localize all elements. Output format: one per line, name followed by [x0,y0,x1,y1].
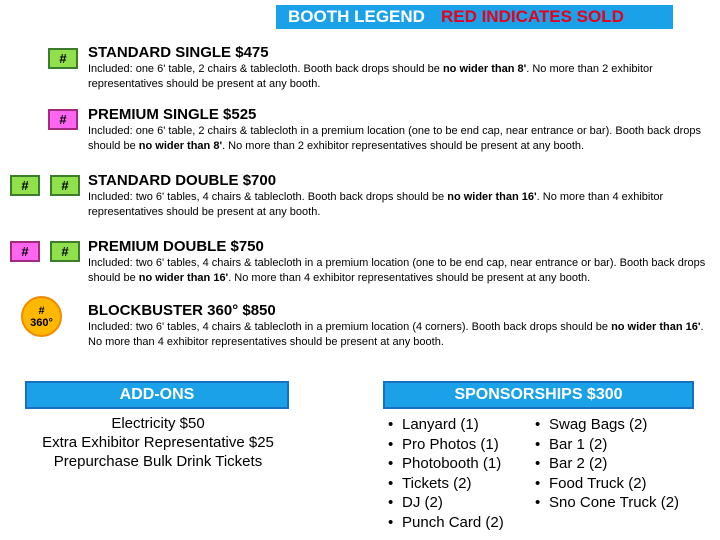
addon-item: Prepurchase Bulk Drink Tickets [53,453,263,470]
booth-premium-single [88,106,710,154]
premium-double-badge-green: # [50,241,80,262]
booth-title: PREMIUM DOUBLE $750 [88,238,264,255]
addon-item: Electricity $50 [111,415,205,432]
addon-item: Extra Exhibitor Representative $25 [42,434,274,451]
blockbuster-badge [21,296,62,337]
standard-double-badge-right: # [50,175,80,196]
booth-title: STANDARD DOUBLE $700 [88,172,277,189]
standard-single-badge: # [48,48,78,69]
sponsorship-item: • Swag Bags (2) [535,415,679,435]
standard-double-badge-left: # [10,175,40,196]
sponsorship-item: • Sno Cone Truck (2) [535,493,679,513]
booth-premium-double [88,238,710,286]
sponsorship-item: • DJ (2) [388,493,504,513]
sponsorship-item: • Bar 1 (2) [535,435,679,455]
addons-list [0,414,316,471]
sponsorships-list-right [535,415,679,513]
sponsorship-item: • Photobooth (1) [388,454,504,474]
sponsorships-header: SPONSORSHIPS $300 [383,381,694,409]
sponsorship-item: • Food Truck (2) [535,474,679,494]
booth-blockbuster [88,302,710,350]
sponsorship-item: • Bar 2 (2) [535,454,679,474]
sponsorship-item: • Tickets (2) [388,474,504,494]
blockbuster-badge-hash: # [38,304,45,317]
booth-description: Included: one 6' table, 2 chairs & tablecloth in a premium location (one to be end cap, near entrance or bar). Booth back drops should be no wider than 8'. No more than 2 exhibitor representatives should be present at any booth. [88,125,701,152]
booth-description: Included: two 6' tables, 4 chairs & tablecloth. Booth back drops should be no wider than 16'. No more than 4 exhibitor representatives should be present at any booth. [88,191,664,218]
booth-description: Included: two 6' tables, 4 chairs & tablecloth in a premium location (one to be end cap, near entrance or bar). Booth back drops should be no wider than 16'. No more than 4 exhibitor representatives should be present at any booth. [88,257,706,284]
booth-description: Included: two 6' tables, 4 chairs & tablecloth in a premium location (4 corners). Booth back drops should be no wider than 16'. No more than 4 exhibitor representatives should be present at any booth. [88,321,704,348]
sold-note: RED INDICATES SOLD [440,7,624,26]
booth-description: Included: one 6' table, 2 chairs & tablecloth. Booth back drops should be no wider than 8'. No more than 2 exhibitor representatives should be present at any booth. [88,63,653,90]
blockbuster-badge-degree: 360° [30,316,53,329]
booth-title: BLOCKBUSTER 360° $850 [88,302,276,319]
booth-title: PREMIUM SINGLE $525 [88,106,257,123]
sponsorship-item: • Pro Photos (1) [388,435,504,455]
premium-single-badge: # [48,109,78,130]
sponsorship-item: • Punch Card (2) [388,513,504,533]
sponsorship-item: • Lanyard (1) [388,415,504,435]
booth-standard-double [88,172,710,220]
sponsorships-list-left [388,415,504,532]
banner-title: BOOTH LEGEND [288,7,425,26]
premium-double-badge-pink: # [10,241,40,262]
addons-header: ADD-ONS [25,381,289,409]
header-banner [276,5,673,29]
booth-title: STANDARD SINGLE $475 [88,44,269,61]
booth-standard-single [88,44,710,92]
